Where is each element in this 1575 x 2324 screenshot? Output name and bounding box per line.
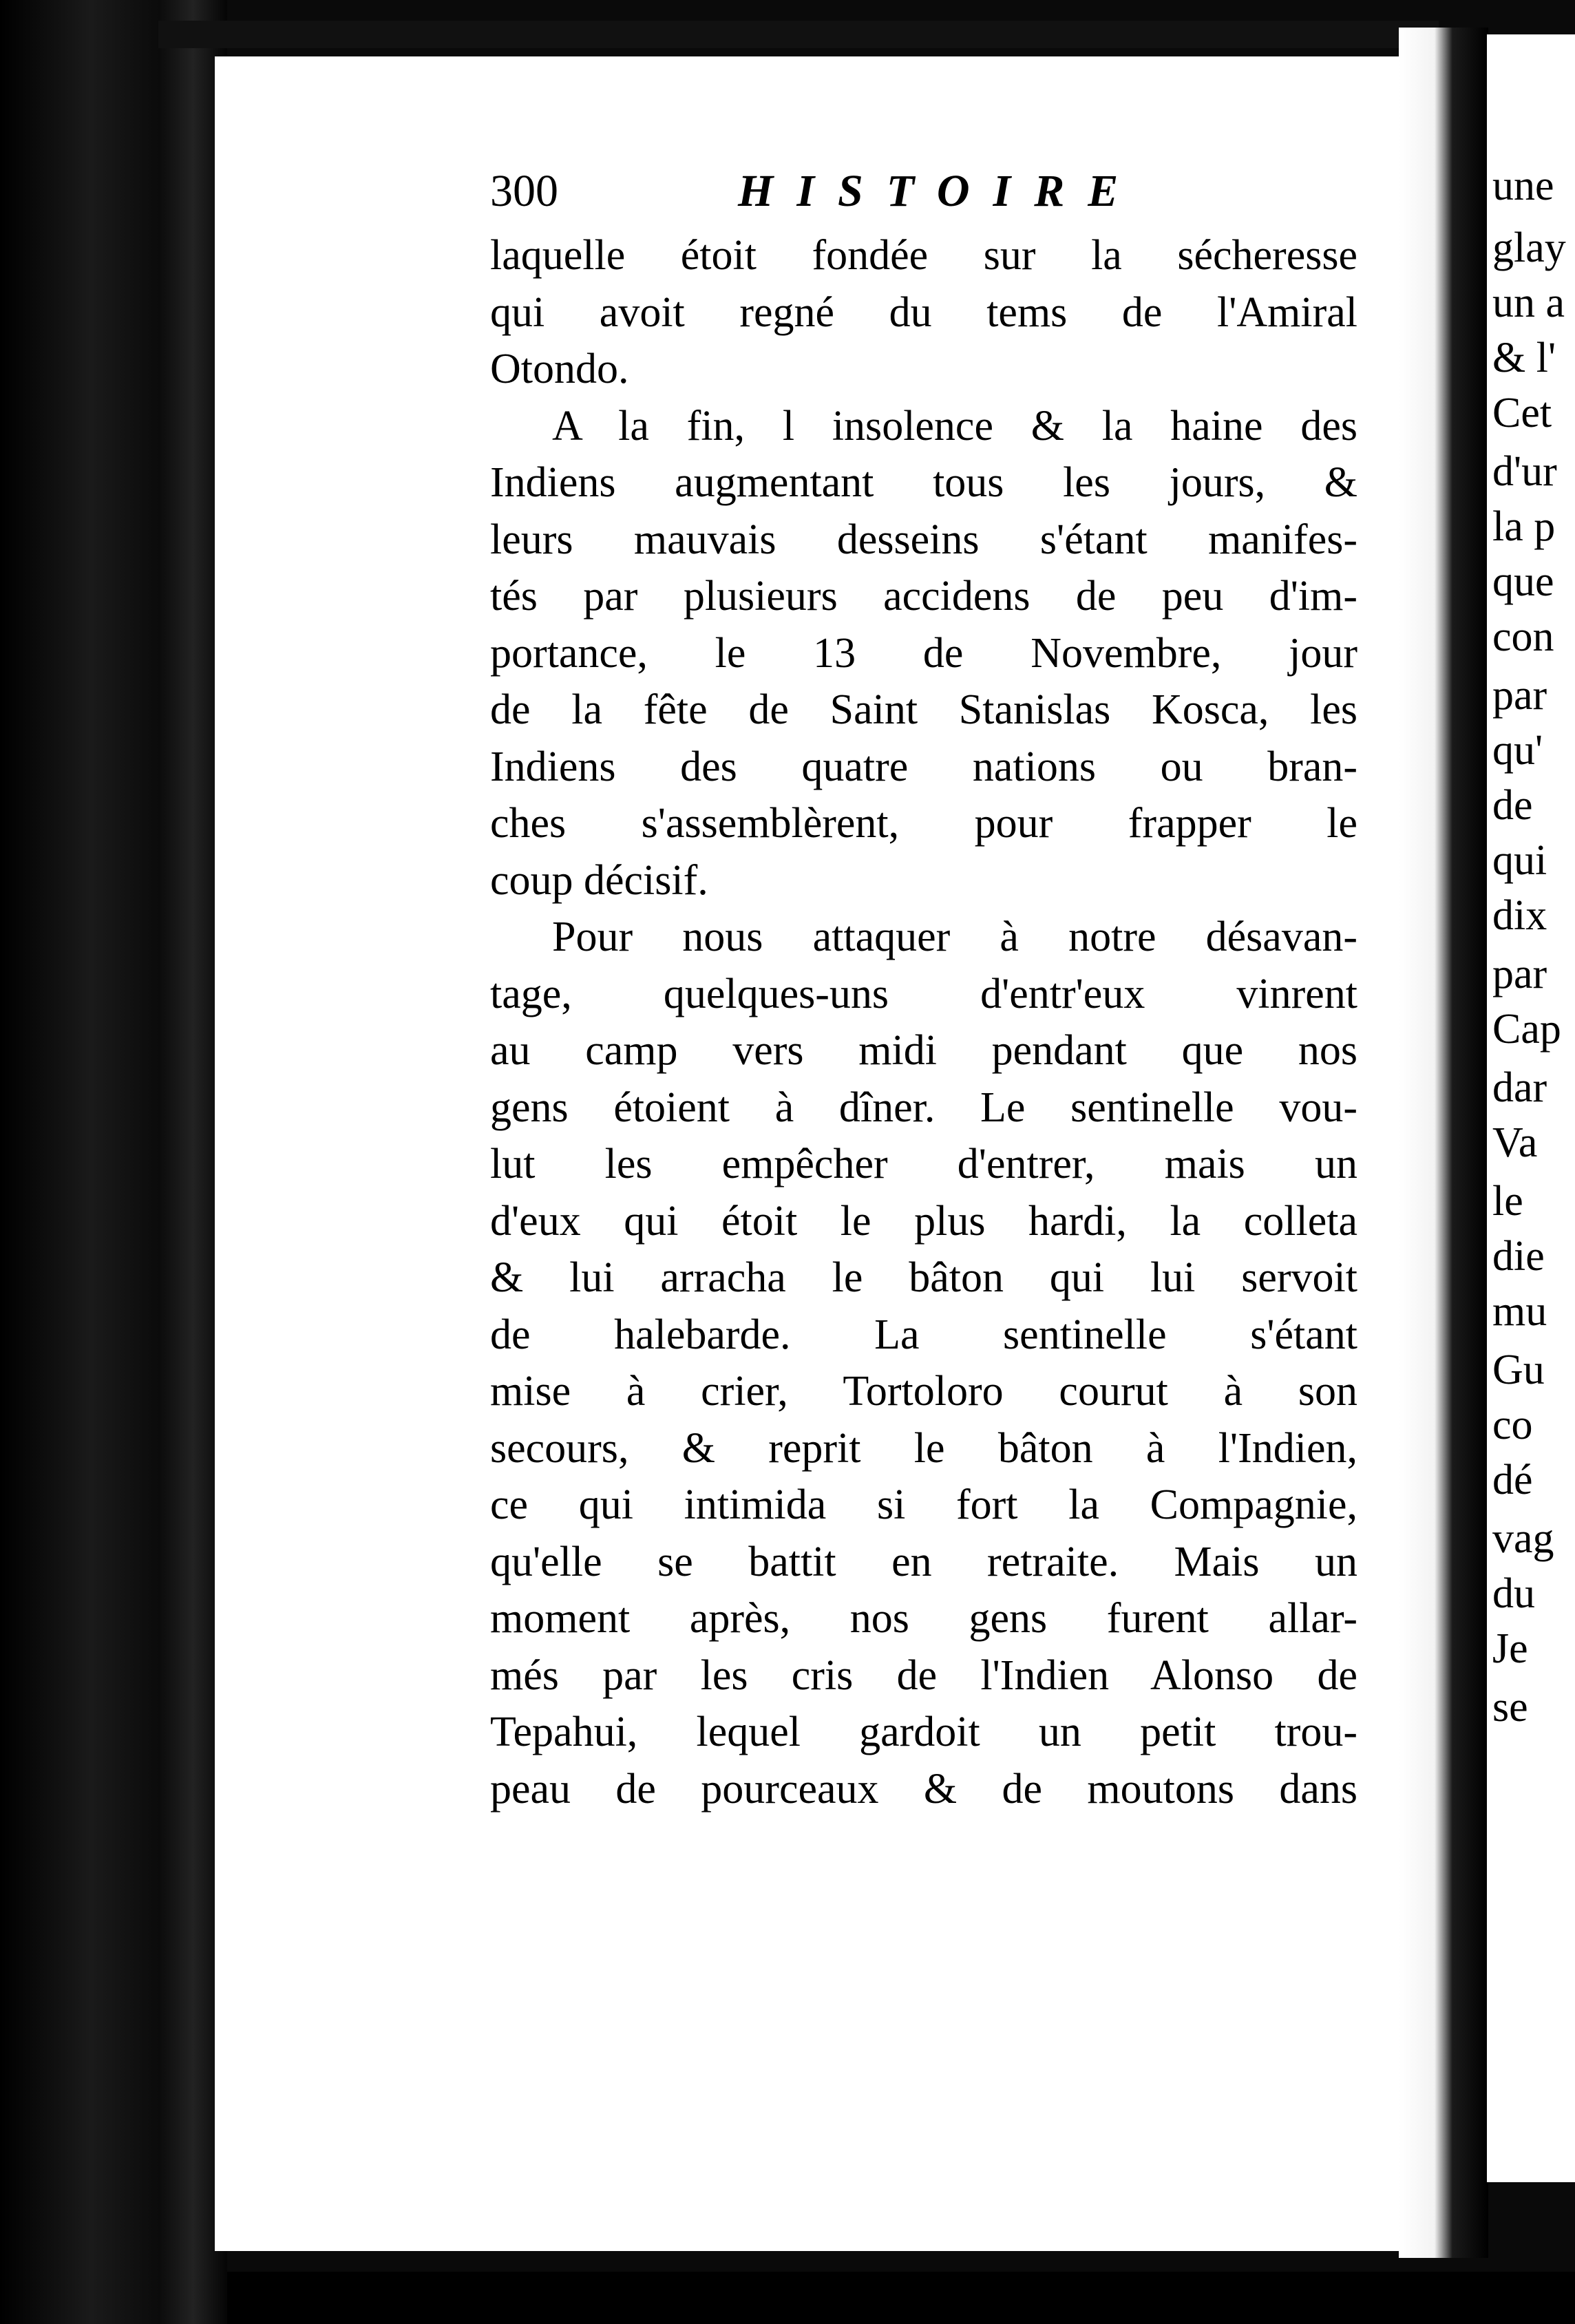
- text-line: coup décisif.: [490, 856, 708, 904]
- text-line: ches s'assemblèrent, pour frapper le: [490, 800, 1357, 847]
- text-line: A la fin, l insolence & la haine des: [552, 402, 1357, 450]
- facing-page-fragment: qui: [1492, 837, 1547, 884]
- text-line: mise à crier, Tortoloro courut à son: [490, 1368, 1357, 1415]
- text-line: ce qui intimida si fort la Compagnie,: [490, 1481, 1357, 1528]
- running-title: HISTOIRE: [738, 166, 1142, 216]
- facing-page-fragment: vag: [1492, 1515, 1554, 1562]
- page-number: 300: [490, 166, 558, 216]
- text-line: qui avoit regné du tems de l'Amiral: [490, 288, 1357, 336]
- text-line: peau de pourceaux & de moutons dans: [490, 1765, 1357, 1813]
- facing-page-fragment: qu': [1492, 727, 1543, 774]
- facing-page-fragment: dar: [1492, 1064, 1547, 1111]
- facing-page-fragment: Je: [1492, 1625, 1528, 1672]
- facing-page-fragment: de: [1492, 782, 1533, 829]
- text-line: gens étoient à dîner. Le sentinelle vou-: [490, 1084, 1357, 1131]
- text-line: d'eux qui étoit le plus hardi, la colleta: [490, 1197, 1357, 1245]
- facing-page-fragment: que: [1492, 558, 1554, 605]
- text-line: tage, quelques-uns d'entr'eux vinrent: [490, 970, 1357, 1017]
- page-header: [490, 165, 1357, 234]
- facing-page-fragment: du: [1492, 1570, 1535, 1617]
- facing-page-fragment: se: [1492, 1684, 1528, 1731]
- facing-page-fragment: le: [1492, 1178, 1523, 1225]
- book-spine: [0, 0, 227, 2324]
- text-line: secours, & reprit le bâton à l'Indien,: [490, 1424, 1357, 1472]
- scan-border-top: [158, 21, 1439, 48]
- facing-page-fragment: dix: [1492, 892, 1547, 939]
- text-line: moment après, nos gens furent allar-: [490, 1595, 1357, 1642]
- page-body-text: [490, 227, 1357, 1817]
- facing-page-fragment: mu: [1492, 1288, 1547, 1335]
- text-line: tés par plusieurs accidens de peu d'im-: [490, 573, 1357, 620]
- facing-page-fragment: Cet: [1492, 390, 1552, 436]
- text-line: Indiens des quatre nations ou bran-: [490, 743, 1357, 790]
- text-line: & lui arracha le bâton qui lui servoit: [490, 1254, 1357, 1301]
- facing-page-fragment: glay: [1492, 224, 1566, 271]
- text-line: més par les cris de l'Indien Alonso de: [490, 1651, 1357, 1699]
- facing-page-fragment: d'ur: [1492, 448, 1557, 495]
- text-line: Otondo.: [490, 346, 629, 392]
- text-line: au camp vers midi pendant que nos: [490, 1027, 1357, 1074]
- facing-page-fragment: co: [1492, 1402, 1533, 1448]
- text-line: laquelle étoit fondée sur la sécheresse: [490, 232, 1357, 279]
- facing-page-fragment: die: [1492, 1233, 1545, 1280]
- facing-page-fragment: dé: [1492, 1457, 1533, 1503]
- text-line: de la fête de Saint Stanislas Kosca, les: [490, 686, 1357, 733]
- text-line: Tepahui, lequel gardoit un petit trou-: [490, 1709, 1357, 1755]
- text-line: qu'elle se battit en retraite. Mais un: [490, 1538, 1357, 1585]
- facing-page-fragment: un a: [1492, 279, 1565, 326]
- facing-page-fragment: Cap: [1492, 1006, 1561, 1053]
- text-line: leurs mauvais desseins s'étant manifes-: [490, 516, 1357, 563]
- scan-border-bottom: [227, 2272, 1575, 2324]
- facing-page: [1487, 34, 1575, 2182]
- text-line: portance, le 13 de Novembre, jour: [490, 629, 1357, 677]
- text-line: lut les empêcher d'entrer, mais un: [490, 1141, 1357, 1187]
- page-gutter: [1399, 28, 1488, 2258]
- facing-page-fragment: par: [1492, 951, 1547, 997]
- text-line: Indiens augmentant tous les jours, &: [490, 459, 1357, 506]
- facing-page-fragment: con: [1492, 613, 1554, 660]
- facing-page-fragment: Va: [1492, 1119, 1538, 1166]
- facing-page-fragment: Gu: [1492, 1346, 1545, 1393]
- text-line: de halebarde. La sentinelle s'étant: [490, 1311, 1357, 1358]
- facing-page-fragment: & l': [1492, 335, 1556, 381]
- facing-page-fragment: par: [1492, 672, 1547, 719]
- text-line: Pour nous attaquer à notre désavan-: [552, 913, 1357, 960]
- facing-page-fragment: la p: [1492, 503, 1556, 550]
- facing-page-fragment: une: [1492, 162, 1554, 209]
